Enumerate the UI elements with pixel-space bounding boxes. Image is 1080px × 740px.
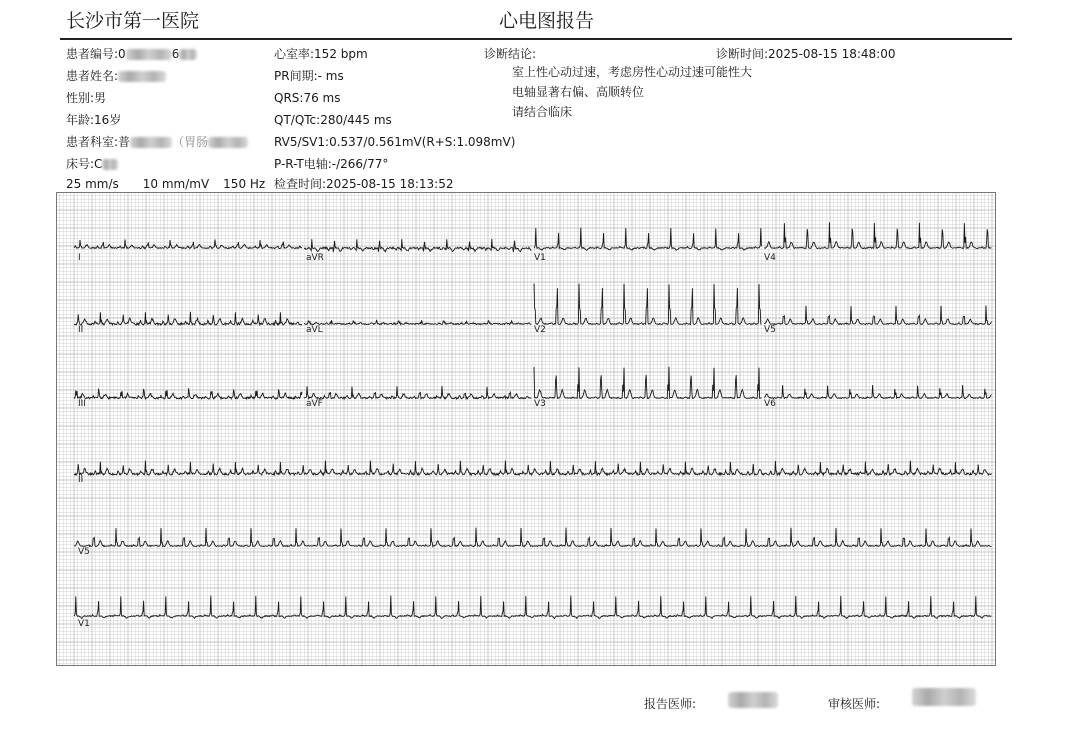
lead-label-V2: V2 [534, 325, 546, 335]
patient-id-row [66, 47, 197, 61]
ecg-trace-V4 [764, 222, 991, 248]
department-label: 患者科室: [66, 135, 119, 149]
redacted-bed-number [102, 159, 118, 170]
patient-name-label: 患者姓名: [66, 69, 119, 83]
ecg-grid-minor [56, 192, 996, 666]
exam-time: 检查时间:2025-08-15 18:13:52 [274, 177, 454, 191]
ecg-trace-V2 [534, 284, 761, 325]
lead-label-V1: V1 [534, 253, 546, 263]
ecg-chart [56, 192, 996, 666]
gender-row [66, 91, 106, 105]
bed-row [66, 157, 118, 171]
qrs-duration: QRS:76 ms [274, 91, 341, 105]
gender-label: 性别: [66, 91, 95, 105]
lead-label-rhythm-V1: V1 [78, 619, 90, 629]
lead-label-II: II [78, 325, 84, 335]
lead-label-I: I [78, 253, 81, 263]
reviewing-doctor-label: 审核医师: [828, 697, 881, 711]
department-value-mid: （胃肠 [172, 135, 209, 149]
ecg-grid-major [56, 192, 996, 666]
department-row [66, 135, 248, 149]
ecg-trace-I [74, 240, 302, 249]
age-label: 年龄: [66, 113, 95, 127]
ecg-rhythm-trace-V1 [74, 596, 991, 619]
department-value: 普 [118, 135, 131, 149]
ecg-trace-aVL [304, 320, 531, 325]
lead-label-V5: V5 [764, 325, 776, 335]
lead-label-aVL: aVL [306, 325, 323, 335]
ecg-trace-V6 [764, 385, 991, 399]
ecg-border [57, 193, 996, 666]
redacted-patient-id-end [179, 49, 197, 60]
ecg-lead-labels [78, 253, 776, 629]
lead-label-rhythm-V5: V5 [78, 547, 90, 557]
lead-label-V4: V4 [764, 253, 776, 263]
filter-setting: 150 Hz [223, 177, 266, 191]
bed-label: 床号: [66, 157, 95, 171]
ecg-trace-II [74, 312, 302, 325]
redacted-department-b [208, 137, 248, 148]
redacted-department-a [130, 137, 172, 148]
age-value: 16岁 [94, 113, 122, 127]
header-divider [60, 38, 1012, 40]
diagnosis-line-2: 电轴显著右偏、高顺转位 [512, 85, 645, 99]
report-title: 心电图报告 [499, 10, 595, 32]
ecg-trace-aVF [304, 386, 531, 399]
rv5-sv1: RV5/SV1:0.537/0.561mV(R+S:1.098mV) [274, 135, 516, 149]
gender-value: 男 [94, 91, 107, 105]
diagnosis-time: 诊断时间:2025-08-15 18:48:00 [716, 47, 896, 61]
gain-setting: 10 mm/mV [142, 177, 210, 191]
lead-label-V3: V3 [534, 399, 546, 409]
age-row [66, 113, 121, 127]
hospital-name: 长沙市第一医院 [66, 10, 200, 32]
lead-label-III: III [78, 399, 86, 409]
redacted-reviewing-doctor-signature [912, 688, 976, 706]
lead-label-aVF: aVF [306, 399, 323, 409]
diagnosis-line-1: 室上性心动过速，考虑房性心动过速可能性大 [512, 65, 753, 79]
lead-label-aVR: aVR [306, 253, 324, 263]
electrical-axis: P-R-T电轴:-/266/77° [274, 157, 389, 171]
redacted-patient-id [126, 49, 172, 60]
reporting-doctor-label: 报告医师: [644, 697, 697, 711]
redacted-patient-name [118, 71, 166, 82]
ecg-trace-aVR [304, 239, 531, 252]
qt-qtc: QT/QTc:280/445 ms [274, 113, 392, 127]
bed-value: C [94, 157, 103, 171]
patient-id-label: 患者编号: [66, 47, 119, 61]
recording-settings [66, 177, 265, 191]
diagnosis-label: 诊断结论: [484, 47, 537, 61]
paper-speed: 25 mm/s [66, 177, 119, 191]
redacted-reporting-doctor-signature [728, 692, 778, 708]
patient-name-row [66, 69, 166, 83]
patient-id-value: 0 [118, 47, 126, 61]
heart-rate: 心室率:152 bpm [274, 47, 368, 61]
patient-id-tail: 6 [171, 47, 180, 61]
ecg-strip [56, 192, 996, 666]
ecg-trace-V1 [534, 228, 761, 251]
lead-label-rhythm-II: II [78, 475, 84, 485]
diagnosis-line-3: 请结合临床 [512, 105, 573, 119]
pr-interval: PR间期:- ms [274, 69, 344, 83]
lead-label-V6: V6 [764, 399, 776, 409]
